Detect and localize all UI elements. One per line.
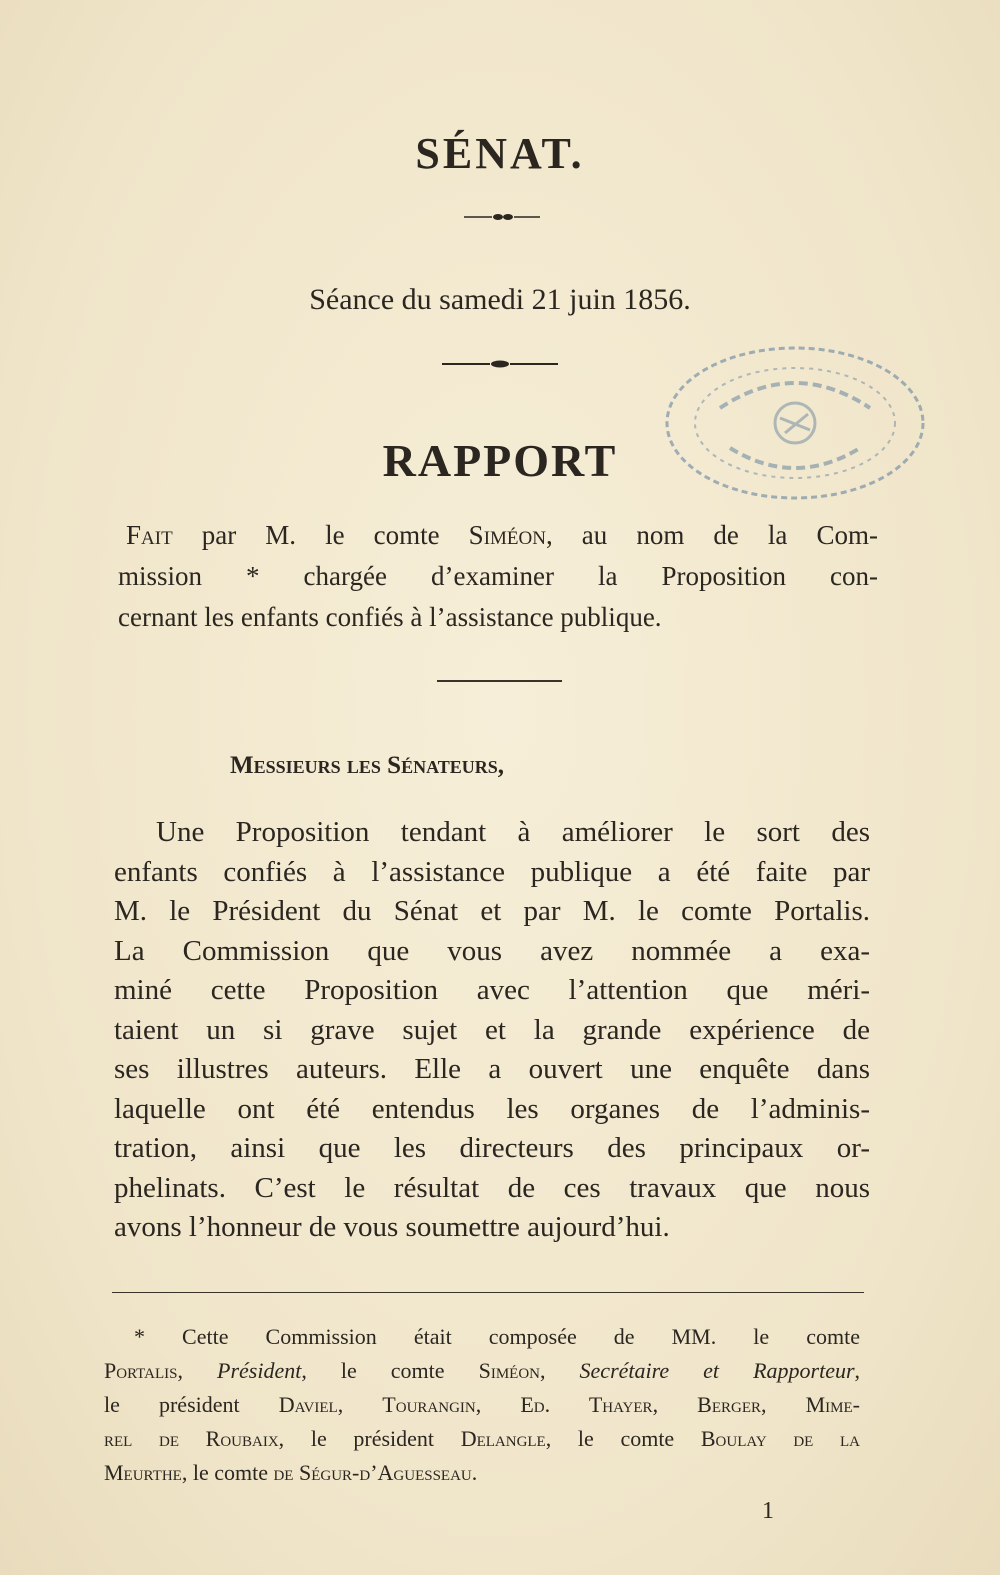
body-line: tration, ainsi que les directeurs des principaux or-: [114, 1132, 870, 1164]
footnote-text: , le comte: [545, 1426, 701, 1451]
footnote-text: Delangle: [460, 1426, 546, 1451]
footnote-text: ,: [337, 1392, 383, 1417]
intro-text: par M. le comte: [172, 520, 469, 550]
ornament-divider-top: [462, 210, 542, 224]
intro-text: , au nom de la Com-: [545, 520, 878, 550]
footnote-line: [104, 1354, 860, 1388]
footnote-text: rel de Roubaix: [104, 1426, 279, 1451]
body-line: La Commission que vous avez nommée a exa-: [114, 934, 870, 967]
footnote-text: Meurthe: [104, 1460, 182, 1485]
footnote-text: Portalis: [104, 1358, 178, 1383]
report-heading: RAPPORT: [382, 435, 618, 486]
body-line: taient un si grave sujet et la grande expérience de: [114, 1013, 870, 1046]
footnote-line: [104, 1320, 860, 1354]
footnote-line: [104, 1456, 860, 1490]
footnote-text: Daviel: [278, 1392, 338, 1417]
intro-line: [118, 515, 878, 556]
intro-text: cernant les enfants confiés à l’assistance publique.: [118, 602, 662, 632]
salutation: Messieurs les Sénateurs,: [230, 752, 505, 779]
footnote-text: , le comte: [301, 1358, 479, 1383]
body-line: M. le Président du Sénat et par M. le comte Portalis.: [114, 895, 870, 927]
footnote-text: ,: [540, 1358, 580, 1383]
footnote-text: ,: [652, 1392, 698, 1417]
intro-text: Siméon: [468, 520, 546, 550]
ornament-divider-middle: [440, 357, 560, 371]
body-line: Une Proposition tendant à améliorer le sort des: [156, 816, 870, 848]
footnote-text: .: [471, 1460, 478, 1485]
footnote-text: Tourangin: [382, 1392, 476, 1417]
intro-text: mission * chargée d’examiner la Proposition con-: [118, 561, 878, 591]
body-line: phelinats. C’est le résultat de ces travaux que nous: [114, 1171, 870, 1204]
footnote-text: ,: [854, 1358, 861, 1383]
footnote-text: ,: [761, 1392, 806, 1417]
footnote-rule: [112, 1292, 864, 1293]
session-date: Séance du samedi 21 juin 1856.: [309, 283, 691, 316]
footnote-text: Boulay de la: [700, 1426, 860, 1451]
footnote-text: ,: [177, 1358, 218, 1383]
footnote-text: Ed. Thayer: [520, 1392, 653, 1417]
footnote-text: de Ségur-d’Aguesseau: [273, 1460, 472, 1485]
footnote-text: , le président: [278, 1426, 461, 1451]
footnote-text: * Cette Commission était composée de MM. le comte: [134, 1324, 860, 1349]
footnote-text: Président: [217, 1358, 302, 1383]
footnote-text: Secrétaire et Rapporteur: [579, 1358, 855, 1383]
body-line: ses illustres auteurs. Elle a ouvert une enquête dans: [114, 1053, 870, 1085]
footnote-text: Siméon: [478, 1358, 540, 1383]
body-line: enfants confiés à l’assistance publique a été faite par: [114, 855, 870, 888]
footnote-text: Mime-: [805, 1392, 861, 1417]
body-paragraph: [114, 813, 870, 1248]
report-intro: [118, 515, 878, 638]
page-number: 1: [762, 1498, 774, 1524]
body-line: miné cette Proposition avec l’attention que méri-: [114, 974, 870, 1006]
footnote-text: Berger: [697, 1392, 762, 1417]
footnote-line: [104, 1422, 860, 1456]
body-line: laquelle ont été entendus les organes de l’adminis-: [114, 1092, 870, 1125]
body-line: avons l’honneur de vous soumettre aujourd’hui.: [114, 1211, 670, 1243]
short-rule: [437, 680, 562, 682]
footnote-text: , le comte: [181, 1460, 274, 1485]
footnote-text: ,: [475, 1392, 521, 1417]
footnote-text: le président: [104, 1392, 279, 1417]
intro-text: Fait: [126, 520, 173, 550]
footnote-line: [104, 1388, 860, 1422]
page-title: SÉNAT.: [415, 129, 585, 178]
intro-line: [118, 597, 878, 638]
commission-footnote: [104, 1320, 860, 1490]
intro-line: [118, 556, 878, 597]
